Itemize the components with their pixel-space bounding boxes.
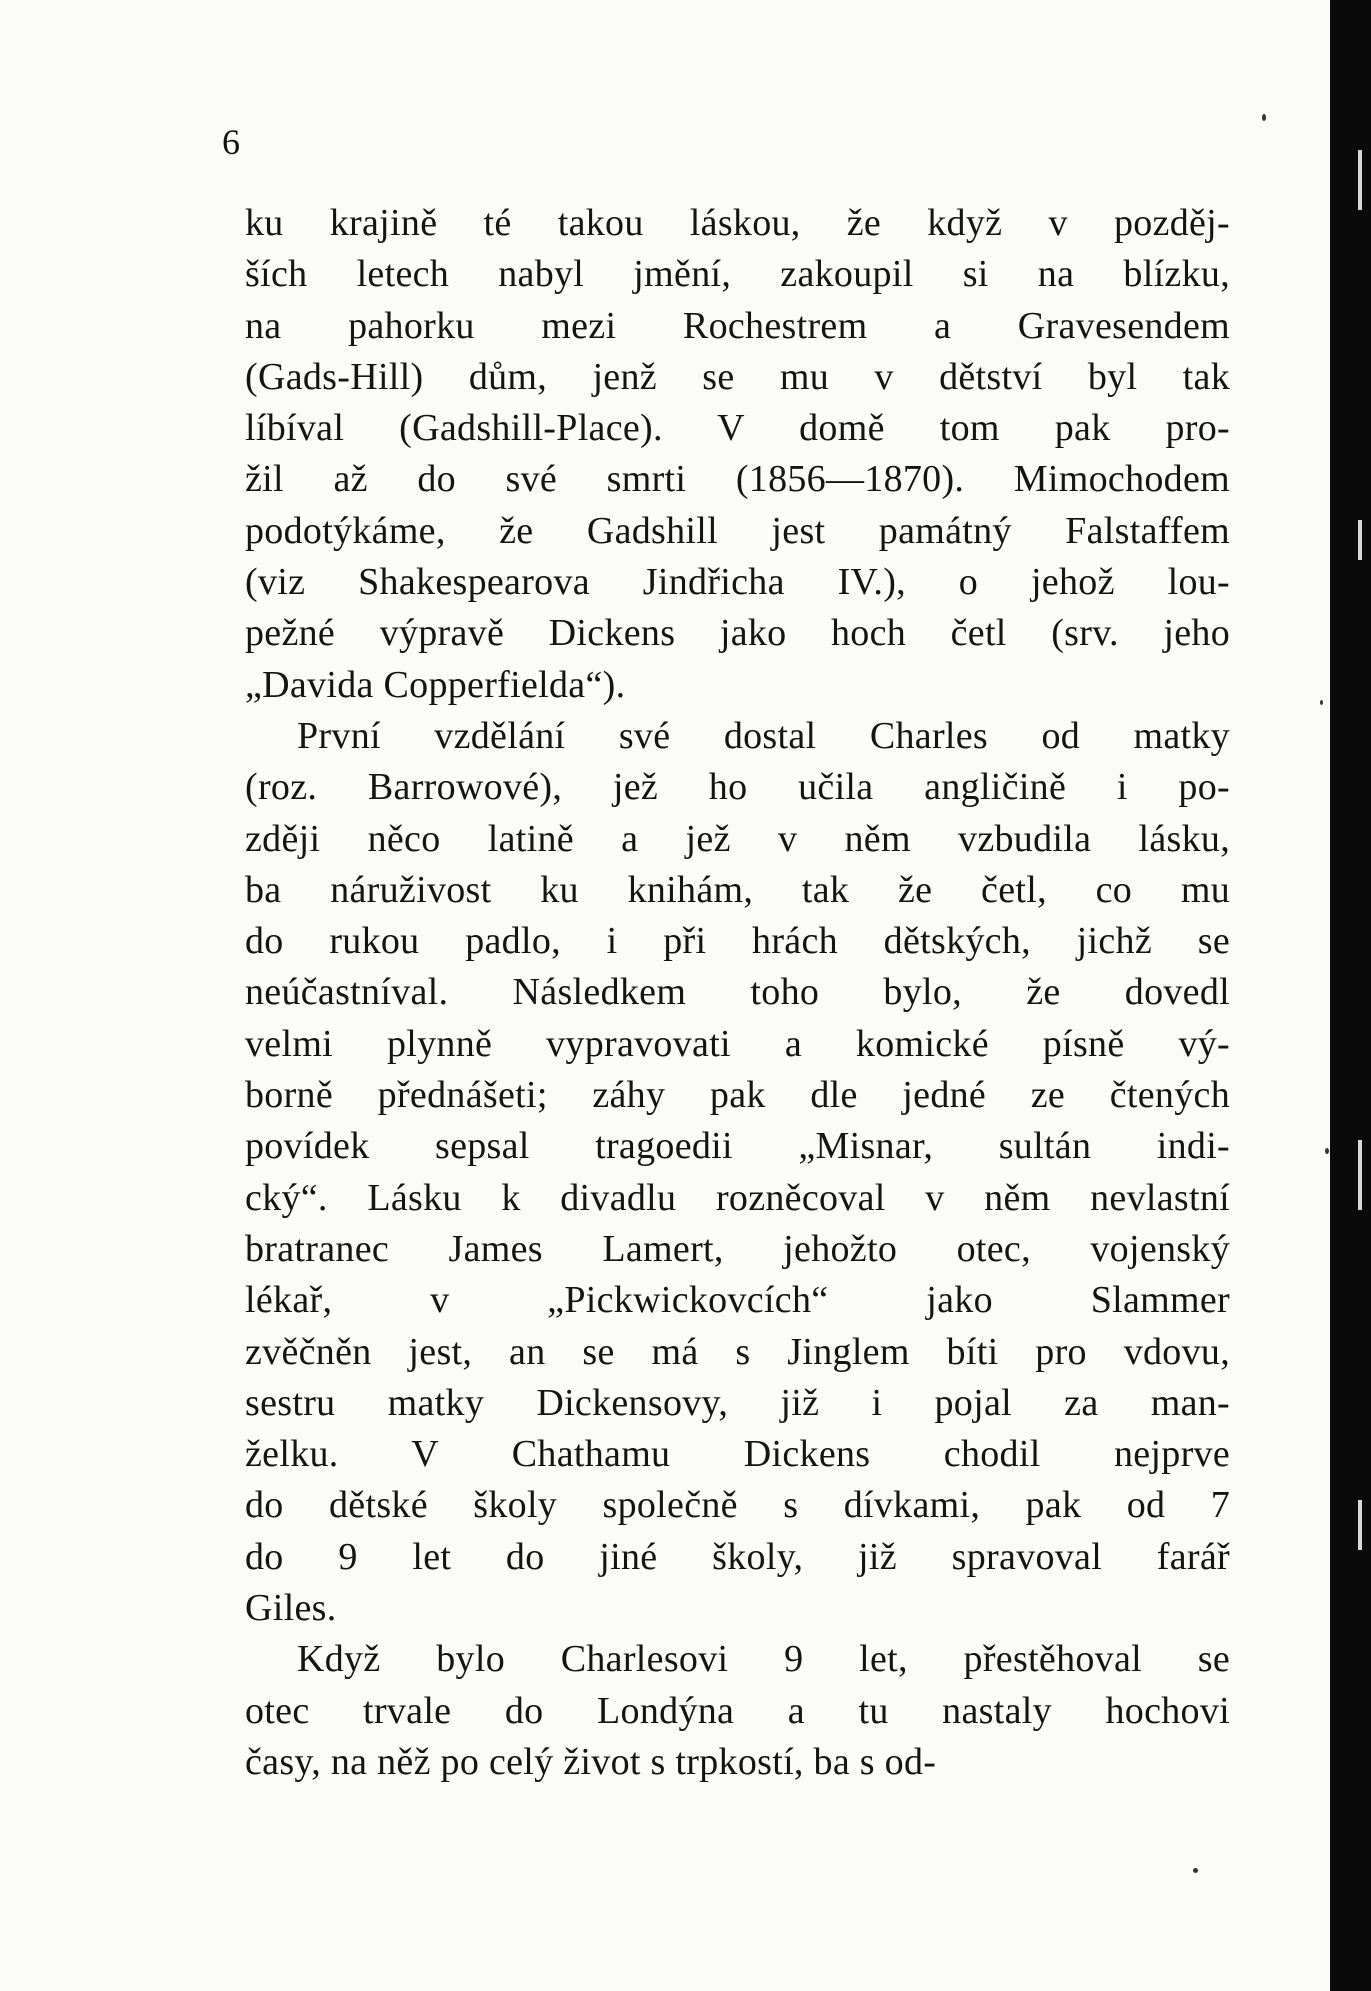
text-line: lékař, v „Pickwickovcích“ jako Slammer (245, 1279, 1230, 1322)
adjacent-page-edge (1330, 0, 1371, 1991)
print-speck (1325, 1148, 1329, 1154)
text-line: (roz. Barrowové), jež ho učila angličině i po- (245, 766, 1230, 809)
text-line: líbíval (Gadshill-Place). V domě tom pak pro- (245, 407, 1230, 450)
text-line: neúčastníval. Následkem toho bylo, že dovedl (245, 971, 1230, 1014)
text-line: Giles. (245, 1587, 337, 1630)
text-line: žil až do své smrti (1856—1870). Mimochodem (245, 458, 1230, 501)
text-line: ku krajině té takou láskou, že když v pozděj- (245, 202, 1230, 244)
text-line: na pahorku mezi Rochestrem a Gravesendem (245, 304, 1230, 347)
text-line: do dětské školy společně s dívkami, pak od 7 (245, 1484, 1230, 1527)
body-text (245, 198, 1230, 1788)
text-line: ších letech nabyl jmění, zakoupil si na blízku, (245, 253, 1230, 296)
text-line: otec trvale do Londýna a tu nastaly hochovi (245, 1689, 1230, 1732)
page-number: 6 (222, 122, 240, 162)
page-edge-sliver (1358, 1140, 1362, 1210)
text-line: do rukou padlo, i při hrách dětských, jichž se (245, 920, 1230, 963)
text-line: časy, na něž po celý život s trpkostí, ba s od- (245, 1740, 937, 1783)
text-line: do 9 let do jiné školy, již spravoval farář (245, 1535, 1230, 1578)
text-line: zvěčněn jest, an se má s Jinglem bíti pro vdovu, (245, 1330, 1230, 1373)
text-line: Když bylo Charlesovi 9 let, přestěhoval se (297, 1638, 1230, 1681)
print-speck (1320, 700, 1323, 705)
print-speck (1193, 1868, 1198, 1873)
text-line: ba náruživost ku knihám, tak že četl, co mu (245, 868, 1230, 911)
text-line: (viz Shakespearova Jindřicha IV.), o jehož lou- (245, 561, 1230, 604)
print-speck (1262, 114, 1266, 121)
page-edge-sliver (1358, 150, 1362, 210)
text-line: želku. V Chathamu Dickens chodil nejprve (245, 1433, 1230, 1476)
text-line: sestru matky Dickensovy, již i pojal za man- (245, 1381, 1230, 1424)
text-line: povídek sepsal tragoedii „Misnar, sultán indi- (245, 1125, 1230, 1168)
text-line: zději něco latině a jež v něm vzbudila lásku, (245, 817, 1230, 860)
text-line: (Gads-Hill) dům, jenž se mu v dětství byl tak (245, 355, 1230, 398)
text-line: cký“. Lásku k divadlu rozněcoval v něm nevlastní (245, 1176, 1230, 1219)
text-line: bratranec James Lamert, jehožto otec, vojenský (245, 1227, 1230, 1270)
page-edge-sliver (1358, 1500, 1362, 1550)
page-edge-sliver (1358, 520, 1362, 560)
text-line: „Davida Copperfielda“). (245, 663, 626, 706)
text-line: První vzdělání své dostal Charles od matky (297, 714, 1230, 757)
text-line: borně přednášeti; záhy pak dle jedné ze čtených (245, 1074, 1230, 1117)
text-line: pežné výpravě Dickens jako hoch četl (srv. jeho (245, 612, 1230, 655)
text-line: velmi plynně vypravovati a komické písně vý- (245, 1022, 1230, 1065)
text-line: podotýkáme, že Gadshill jest památný Falstaffem (245, 509, 1230, 552)
